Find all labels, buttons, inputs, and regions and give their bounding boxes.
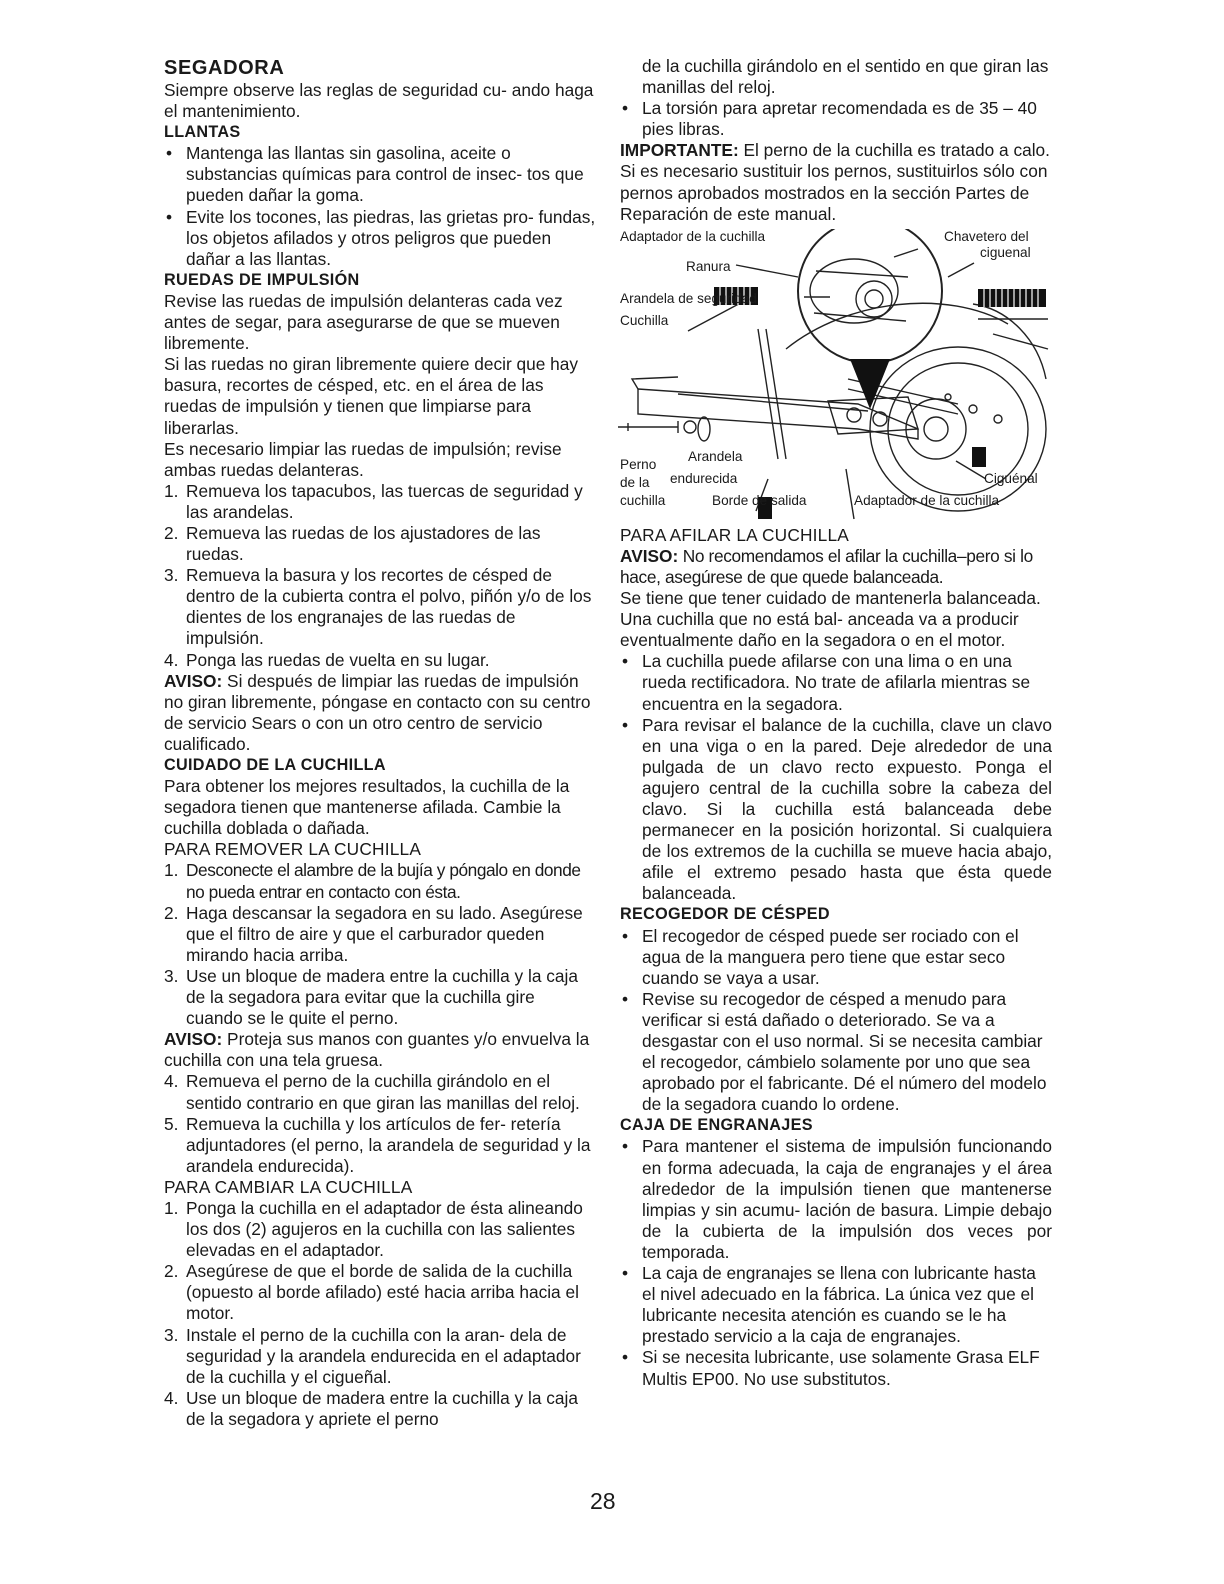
list-item: 2. Asegúrese de que el borde de salida de la cuchilla (opuesto al borde afilado) esté hacia arriba hacia el motor. xyxy=(164,1261,579,1324)
list-item: • Mantenga las llantas sin gasolina, aceite o substancias químicas para control de insec- tos que pueden dañar la goma. xyxy=(164,143,596,206)
cuchilla-intro: Para obtener los mejores resultados, la cuchilla de la segadora tienen que mantenerse afilada. Cambie la cuchilla doblada o dañada. xyxy=(164,776,570,839)
cambiar-steps xyxy=(164,1198,596,1430)
list-item: 1. Remueva los tapacubos, las tuercas de seguridad y las arandelas. xyxy=(164,480,583,522)
list-item: 5. Remueva la cuchilla y los artículos de fer- retería adjuntadores (el perno, la arandela de seguridad y la arandela endurecida). xyxy=(164,1113,591,1176)
segadora-intro: Siempre observe las reglas de seguridad cu- ando haga el mantenimiento. xyxy=(164,80,594,122)
label-arandela-1: Arandela xyxy=(688,448,743,464)
page-number: 28 xyxy=(590,1488,616,1514)
label-ranura: Ranura xyxy=(686,258,731,274)
caja-list xyxy=(620,1136,1052,1389)
afilar-list xyxy=(620,651,1052,904)
label-perno-2: de la xyxy=(620,474,650,490)
section-title-segadora: SEGADORA xyxy=(164,57,285,79)
label-cuchilla: Cuchilla xyxy=(620,312,669,328)
list-item: • Para mantener el sistema de impulsión funcionando en forma adecuada, la caja de engranajes y el área alrededor de la impulsión tienen que mantenerse limpias y sin acumu- lación de basura. Limpie debajo de la cubierta de la impulsión dos veces por temporada. xyxy=(620,1136,1052,1263)
heading-llantas: LLANTAS xyxy=(164,123,241,142)
ruedas-paragraph-1: Revise las ruedas de impulsión delanteras cada vez antes de segar, para asegurarse de que se mueven libremente. xyxy=(164,290,563,354)
list-item: • El recogedor de césped puede ser rociado con el agua de la manguera pero tiene que estar seco cuando se vaya a usar. xyxy=(620,926,1052,989)
heading-recogedor: RECOGEDOR DE CÉSPED xyxy=(620,905,830,924)
heading-cambiar: PARA CAMBIAR LA CUCHILLA xyxy=(164,1176,413,1197)
label-chavetero-1: Chavetero del xyxy=(944,228,1029,244)
list-item: 4. Use un bloque de madera entre la cuchilla y la caja de la segadora y apriete el perno xyxy=(164,1387,578,1429)
list-item: • La caja de engranajes se llena con lubricante hasta el nivel adecuado en la fábrica. La única vez que el lubricante necesita atención es cuando se le ha prestado servicio a la caja de engranajes. xyxy=(620,1263,1052,1347)
list-item: 3. Use un bloque de madera entre la cuchilla y la caja de la segadora para evitar que la cuchilla gire cuando se le quite el perno. xyxy=(164,965,578,1029)
label-adaptador-top: Adaptador de la cuchilla xyxy=(620,228,766,244)
cuchilla-aviso: AVISO: Proteja sus manos con guantes y/o envuelva la cuchilla con una tela gruesa. xyxy=(164,1029,590,1071)
ruedas-paragraph-2: Si las ruedas no giran libremente quiere decir que hay basura, recortes de césped, etc. en el área de las ruedas de impulsión y tienen que limpiarse para liberarlas. xyxy=(164,354,579,438)
heading-remover: PARA REMOVER LA CUCHILLA xyxy=(164,839,422,860)
heading-afilar: PARA AFILAR LA CUCHILLA xyxy=(620,524,850,545)
heading-caja: CAJA DE ENGRANAJES xyxy=(620,1116,813,1135)
list-item: 1. Ponga la cuchilla en el adaptador de ésta alineando los dos (2) agujeros en la cuchilla con las salientes elevadas en el adaptador. xyxy=(164,1197,583,1261)
ruedas-paragraph-3: Es necesario limpiar las ruedas de impulsión; revise ambas ruedas delanteras. xyxy=(164,438,562,480)
label-adaptador-bottom: Adaptador de la cuchilla xyxy=(854,492,1000,508)
torque-list xyxy=(620,98,1052,140)
afilar-paragraph: Se tiene que tener cuidado de mantenerla balanceada. Una cuchilla que no está bal- anceada va a producir eventualmente daño en la segadora o en el motor. xyxy=(620,588,1041,651)
list-item: • Para revisar el balance de la cuchilla, clave un clavo en una viga o en la pared. Deje alrededor de una pulgada de un clavo recto expuesto. Ponga el agujero central de la cuchilla sobre la cabeza del clavo. Si la cuchilla está balanceada debe permanecer en la posición horizontal. Si cualquiera de los extremos de la cuchilla se mueve hacia abajo, afile el extremo pesado hasta que ésta quede balanceada. xyxy=(620,715,1052,905)
remover-steps-b xyxy=(164,1071,596,1176)
label-ciguenal: Ciguénal xyxy=(984,470,1038,486)
label-arandela-2: endurecida xyxy=(670,470,738,486)
list-item: 2. Remueva las ruedas de los ajustadores de las ruedas. xyxy=(164,522,541,565)
list-item: 3. Remueva la basura y los recortes de césped de dentro de la cubierta contra el polvo, piñón y/o de los dientes de los engranajes de las ruedas de impulsión. xyxy=(164,565,592,649)
list-item: 4. Ponga las ruedas de vuelta en su lugar. xyxy=(164,649,490,670)
list-item: 1. Desconecte el alambre de la bujía y póngalo en donde no pueda entrar en contacto con ésta. xyxy=(164,860,581,902)
remover-steps-a xyxy=(164,860,596,1029)
list-item: 3. Instale el perno de la cuchilla con la aran- dela de seguridad y la arandela endurecida en el adaptador de la cuchilla y el cigueñal. xyxy=(164,1324,581,1387)
label-perno-1: Perno xyxy=(620,456,657,472)
left-column xyxy=(164,56,596,1430)
afilar-aviso: AVISO: No recomendamos el afilar la cuchilla–pero si lo hace, asegúrese de que quede balanceada. xyxy=(620,545,1033,587)
list-item: • Revise su recogedor de césped a menudo para verificar si está dañado o deteriorado. Se va a desgastar con el uso normal. Si se necesita cambiar el recogedor, cámbielo solamente por uno que sea aprobado por el fabricante. Dé el número del modelo de la segadora cuando lo ordene. xyxy=(620,989,1052,1116)
continuation-text: de la cuchilla girándolo en el sentido en que giran las manillas del reloj. xyxy=(642,56,1049,98)
list-item: 2. Haga descansar la segadora en su lado. Asegúrese que el filtro de aire y que el carburador queden mirando hacia arriba. xyxy=(164,902,583,965)
heading-cuchilla: CUIDADO DE LA CUCHILLA xyxy=(164,756,386,774)
list-item: 4. Remueva el perno de la cuchilla girándolo en el sentido contrario en que giran las manillas del reloj. xyxy=(164,1071,580,1113)
heading-ruedas: RUEDAS DE IMPULSIÓN xyxy=(164,270,360,289)
importante-note: IMPORTANTE: El perno de la cuchilla es tratado a calo. Si es necesario sustituir los pernos, sustituirlos sólo con pernos aprobados mostrados en la sección Partes de Reparación de este manual. xyxy=(620,140,1050,224)
llantas-list xyxy=(164,143,596,270)
label-borde: Borde de salida xyxy=(712,492,807,508)
list-item: • La torsión para apretar recomendada es de 35 – 40 pies libras. xyxy=(620,98,1052,140)
ruedas-aviso: AVISO: Si después de limpiar las ruedas de impulsión no giran libremente, póngase en contacto con su centro de servicio Sears o con un otro centro de servicio cualificado. xyxy=(164,670,591,754)
right-column xyxy=(620,56,1052,1390)
recogedor-list xyxy=(620,926,1052,1116)
ruedas-steps xyxy=(164,481,596,671)
blade-assembly-diagram xyxy=(618,229,1050,521)
list-item: • Si se necesita lubricante, use solamente Grasa ELF Multis EP00. No use substitutos. xyxy=(620,1347,1052,1389)
label-arandela-seguridad: Arandela de seguridad xyxy=(620,290,757,306)
list-item: • La cuchilla puede afilarse con una lima o en una rueda rectificadora. No trate de afilarla mientras se encuentra en la segadora. xyxy=(620,651,1052,714)
label-perno-3: cuchilla xyxy=(620,492,666,508)
list-item: • Evite los tocones, las piedras, las grietas pro- fundas, los objetos afilados y otros peligros que pueden dañar a las llantas. xyxy=(164,207,596,270)
label-chavetero-2: ciguenal xyxy=(980,244,1031,260)
